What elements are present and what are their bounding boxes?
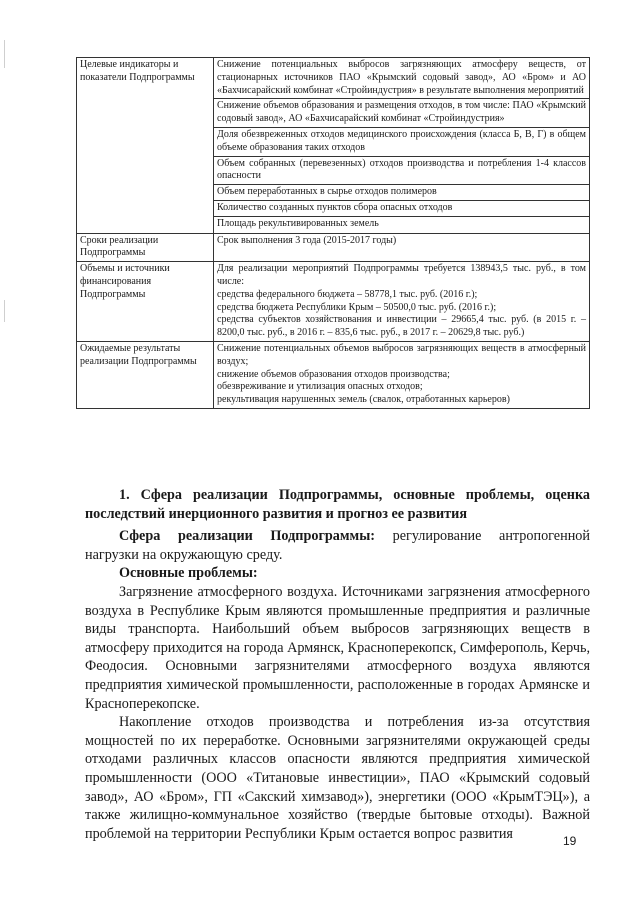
result-line: Снижение потенциальных объемов выбросов загрязняющих веществ в атмосферный воздух; <box>217 342 586 367</box>
indicator-item: Объем переработанных в сырье отходов полимеров <box>214 184 589 200</box>
row-label-results: Ожидаемые результаты реализации Подпрограммы <box>77 341 214 408</box>
section-body <box>85 486 590 843</box>
row-label-financing: Объемы и источники финансирования Подпрограммы <box>77 262 214 342</box>
financing-line: средства субъектов хозяйствования и инвестиции – 29665,4 тыс. руб. (в 2015 г. – 8200,0 тыс. руб., в 2016 г. – 835,6 тыс. руб., в 2017 г. – 20629,8 тыс. руб.) <box>217 314 586 339</box>
row-value-indicators <box>214 58 590 234</box>
section-heading: 1. Сфера реализации Подпрограммы, основные проблемы, оценка последствий инерционного развития и прогноз ее развития <box>85 487 590 522</box>
body-paragraph: Накопление отходов производства и потребления из-за отсутствия мощностей по их переработке. Основными загрязнителями окружающей среды отходами различных классов опасности являются предприятия химической промышленности (ООО «Титановые инвестиции», ПАО «Крымский содовый завод», АО «Бром», ГП «Сакский химзавод»), энергетики (ООО «КрымТЭЦ»), а также жилищно-коммунальное хозяйство (твердые бытовые отходы). Важной проблемой на территории Республики Крым остается вопрос развития <box>85 714 590 842</box>
indicator-item: Снижение потенциальных выбросов загрязняющих атмосферу веществ, от стационарных источников ПАО «Крымский содовый завод», АО «Бром» и АО «Бахчисарайский комбинат «Стройиндустрия» в результате выполнения мероприятий <box>217 59 586 96</box>
scan-edge-mark <box>4 40 5 68</box>
result-line: рекультивация нарушенных земель (свалок, отработанных карьеров) <box>217 394 510 406</box>
financing-line: Для реализации мероприятий Подпрограммы требуется 138943,5 тыс. руб., в том числе: <box>217 263 586 287</box>
page-number: 19 <box>563 834 577 848</box>
table-row <box>77 262 590 342</box>
result-line: снижение объемов образования отходов производства; <box>217 368 450 380</box>
financing-line: средства бюджета Республики Крым – 50500,0 тыс. руб. (2016 г.); <box>217 301 497 313</box>
row-value-results <box>214 341 590 408</box>
scope-text: регулирование антропогенной нагрузки на окружающую среду. <box>85 528 590 563</box>
scope-label: Сфера реализации Подпрограммы: <box>119 528 376 545</box>
scan-edge-mark <box>4 300 5 322</box>
scope-paragraph <box>85 527 590 564</box>
row-label-timeline: Сроки реализации Подпрограммы <box>77 233 214 262</box>
indicator-item: Площадь рекультивированных земель <box>214 216 589 232</box>
indicator-item: Объем собранных (перевезенных) отходов производства и потребления 1-4 классов опасности <box>214 156 589 185</box>
indicator-item: Снижение объемов образования и размещения отходов, в том числе: ПАО «Крымский содовый завод», АО «Бахчисарайский комбинат «Стройиндустрия» <box>214 98 589 127</box>
problems-heading: Основные проблемы: <box>119 565 258 582</box>
body-paragraph: Загрязнение атмосферного воздуха. Источниками загрязнения атмосферного воздуха в Республике Крым являются промышленные предприятия и различные виды транспорта. Наибольший объем выбросов загрязняющих веществ в атмосферу приходится на города Армянск, Красноперекопск, Симферополь, Керчь, Феодосия. Основными загрязнителями атмосферного воздуха являются предприятия химической промышленности, расположенные в городах Армянске и Красноперекопске. <box>85 583 590 712</box>
table-row <box>77 233 590 262</box>
financing-line: средства федерального бюджета – 58778,1 тыс. руб. (2016 г.); <box>217 288 478 300</box>
indicator-item: Доля обезвреженных отходов медицинского происхождения (класса Б, В, Г) в общем объеме образования таких отходов <box>214 127 589 156</box>
result-line: обезвреживание и утилизация опасных отходов; <box>217 381 423 393</box>
subprogram-passport-table <box>76 57 590 409</box>
indicator-item: Количество созданных пунктов сбора опасных отходов <box>214 200 589 216</box>
row-value-timeline: Срок выполнения 3 года (2015-2017 годы) <box>214 233 590 262</box>
row-value-financing <box>214 262 590 342</box>
table-row <box>77 58 590 234</box>
table-row <box>77 341 590 408</box>
row-label-indicators: Целевые индикаторы и показатели Подпрограммы <box>77 58 214 234</box>
